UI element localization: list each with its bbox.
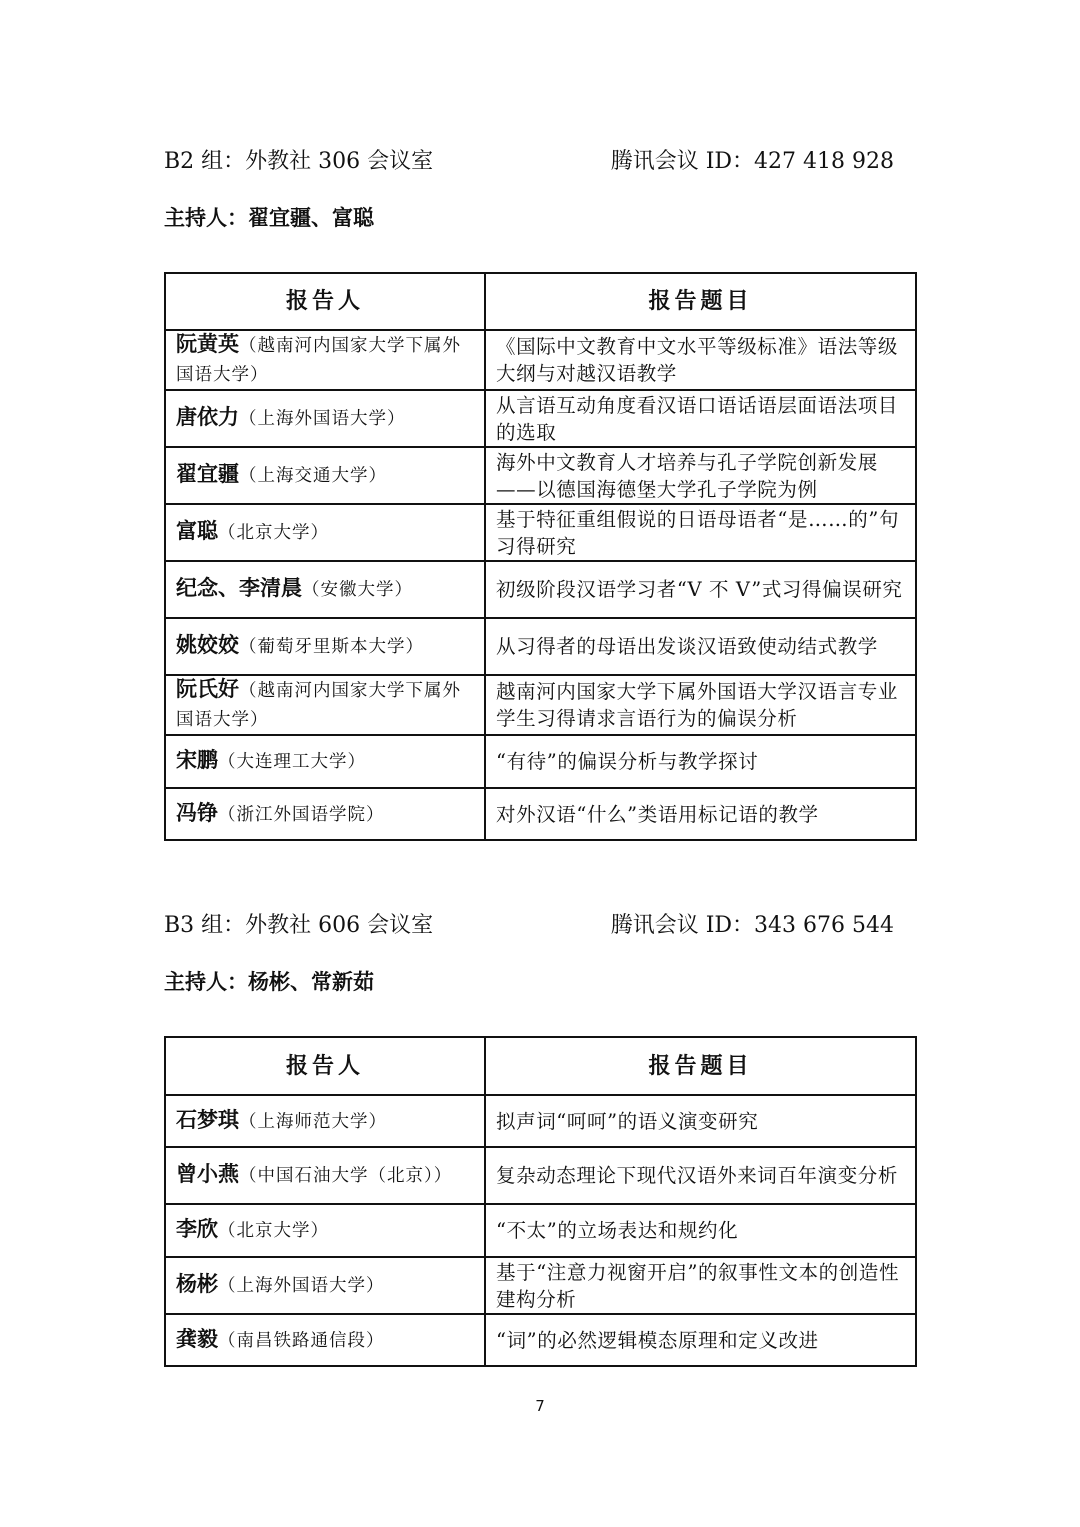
speaker-affiliation: （大连理工大学） bbox=[218, 752, 366, 772]
speaker-affiliation: （北京大学） bbox=[218, 1221, 329, 1241]
table-row bbox=[165, 561, 916, 618]
speaker-affiliation: （南昌铁路通信段） bbox=[218, 1330, 385, 1351]
speaker-cell bbox=[165, 390, 485, 447]
table-header-row bbox=[165, 273, 916, 330]
report-title: 复杂动态理论下现代汉语外来词百年演变分析 bbox=[485, 1147, 916, 1204]
speaker-cell bbox=[165, 1095, 485, 1147]
speaker-cell bbox=[165, 1204, 485, 1257]
speaker-name: 石梦琪 bbox=[176, 1107, 239, 1132]
group-label: B2 组：外教社 306 会议室 bbox=[164, 148, 434, 174]
schedule-table-b3 bbox=[164, 1036, 917, 1367]
speaker-cell bbox=[165, 675, 485, 735]
speaker-cell bbox=[165, 504, 485, 561]
table-row bbox=[165, 788, 916, 840]
schedule-table-b2 bbox=[164, 272, 917, 841]
report-title: 从言语互动角度看汉语口语话语层面语法项目的选取 bbox=[485, 390, 916, 447]
speaker-name: 阮黄英 bbox=[176, 332, 239, 356]
speaker-name: 龚毅 bbox=[176, 1326, 218, 1351]
report-title: “有待”的偏误分析与教学探讨 bbox=[485, 735, 916, 788]
speaker-name: 杨彬 bbox=[176, 1272, 218, 1296]
table-row bbox=[165, 390, 916, 447]
table-row bbox=[165, 1147, 916, 1204]
header-title: 报告题目 bbox=[485, 273, 916, 330]
header-title: 报告题目 bbox=[485, 1037, 916, 1095]
speaker-name: 富聪 bbox=[176, 519, 218, 543]
report-title: 《国际中文教育中文水平等级标准》语法等级大纲与对越汉语教学 bbox=[485, 330, 916, 390]
speaker-affiliation: （浙江外国语学院） bbox=[218, 804, 385, 825]
speaker-name: 宋鹏 bbox=[176, 748, 218, 772]
speaker-cell bbox=[165, 735, 485, 788]
group-header-b2 bbox=[164, 139, 916, 179]
speaker-cell bbox=[165, 1147, 485, 1204]
speaker-name: 李欣 bbox=[176, 1217, 218, 1241]
speaker-name: 阮氏好 bbox=[176, 677, 239, 701]
meeting-id: 腾讯会议 ID：343 676 544 bbox=[610, 912, 894, 938]
report-title: “词”的必然逻辑模态原理和定义改进 bbox=[485, 1314, 916, 1366]
table-row bbox=[165, 735, 916, 788]
speaker-name: 冯铮 bbox=[176, 800, 218, 825]
speaker-name: 姚姣姣 bbox=[176, 633, 239, 657]
host-line: 主持人：杨彬、常新茹 bbox=[164, 970, 374, 994]
report-title: 海外中文教育人才培养与孔子学院创新发展——以德国海德堡大学孔子学院为例 bbox=[485, 447, 916, 504]
report-title: 拟声词“呵呵”的语义演变研究 bbox=[485, 1095, 916, 1147]
speaker-affiliation: （越南河内国家大学下属外国语大学） bbox=[176, 336, 461, 385]
table-row bbox=[165, 1314, 916, 1366]
speaker-affiliation: （葡萄牙里斯本大学） bbox=[239, 637, 424, 657]
speaker-cell bbox=[165, 788, 485, 840]
table-row bbox=[165, 1095, 916, 1147]
report-title: “不太”的立场表达和规约化 bbox=[485, 1204, 916, 1257]
speaker-cell bbox=[165, 1314, 485, 1366]
report-title: 基于“注意力视窗开启”的叙事性文本的创造性建构分析 bbox=[485, 1257, 916, 1314]
table-row bbox=[165, 330, 916, 390]
table-row bbox=[165, 1257, 916, 1314]
meeting-id: 腾讯会议 ID：427 418 928 bbox=[610, 148, 894, 174]
speaker-name: 唐依力 bbox=[176, 405, 239, 429]
speaker-affiliation: （上海外国语大学） bbox=[239, 409, 406, 429]
host-line: 主持人：翟宜疆、富聪 bbox=[164, 206, 374, 230]
group-header-b3 bbox=[164, 903, 916, 943]
speaker-affiliation: （上海师范大学） bbox=[239, 1111, 387, 1132]
speaker-cell bbox=[165, 1257, 485, 1314]
speaker-affiliation: （越南河内国家大学下属外国语大学） bbox=[176, 681, 461, 730]
report-title: 对外汉语“什么”类语用标记语的教学 bbox=[485, 788, 916, 840]
table-row bbox=[165, 618, 916, 675]
table-row bbox=[165, 504, 916, 561]
table-header-row bbox=[165, 1037, 916, 1095]
header-speaker: 报告人 bbox=[165, 273, 485, 330]
speaker-name: 翟宜疆 bbox=[176, 462, 239, 486]
report-title: 从习得者的母语出发谈汉语致使动结式教学 bbox=[485, 618, 916, 675]
group-label: B3 组：外教社 606 会议室 bbox=[164, 912, 434, 938]
speaker-affiliation: （上海交通大学） bbox=[239, 466, 387, 486]
speaker-affiliation: （上海外国语大学） bbox=[218, 1276, 385, 1296]
page-number: 7 bbox=[535, 1397, 545, 1415]
speaker-cell bbox=[165, 447, 485, 504]
report-title: 初级阶段汉语学习者“V 不 V”式习得偏误研究 bbox=[485, 561, 916, 618]
header-speaker: 报告人 bbox=[165, 1037, 485, 1095]
speaker-affiliation: （北京大学） bbox=[218, 523, 329, 543]
speaker-cell bbox=[165, 561, 485, 618]
speaker-name: 曾小燕 bbox=[176, 1162, 239, 1186]
speaker-cell bbox=[165, 618, 485, 675]
report-title: 越南河内国家大学下属外国语大学汉语言专业学生习得请求言语行为的偏误分析 bbox=[485, 675, 916, 735]
table-row bbox=[165, 447, 916, 504]
table-row bbox=[165, 1204, 916, 1257]
speaker-cell bbox=[165, 330, 485, 390]
speaker-name: 纪念、李清晨 bbox=[176, 576, 302, 600]
speaker-affiliation: （安徽大学） bbox=[302, 580, 413, 600]
report-title: 基于特征重组假说的日语母语者“是……的”句习得研究 bbox=[485, 504, 916, 561]
speaker-affiliation: （中国石油大学（北京）） bbox=[239, 1166, 453, 1186]
table-row bbox=[165, 675, 916, 735]
